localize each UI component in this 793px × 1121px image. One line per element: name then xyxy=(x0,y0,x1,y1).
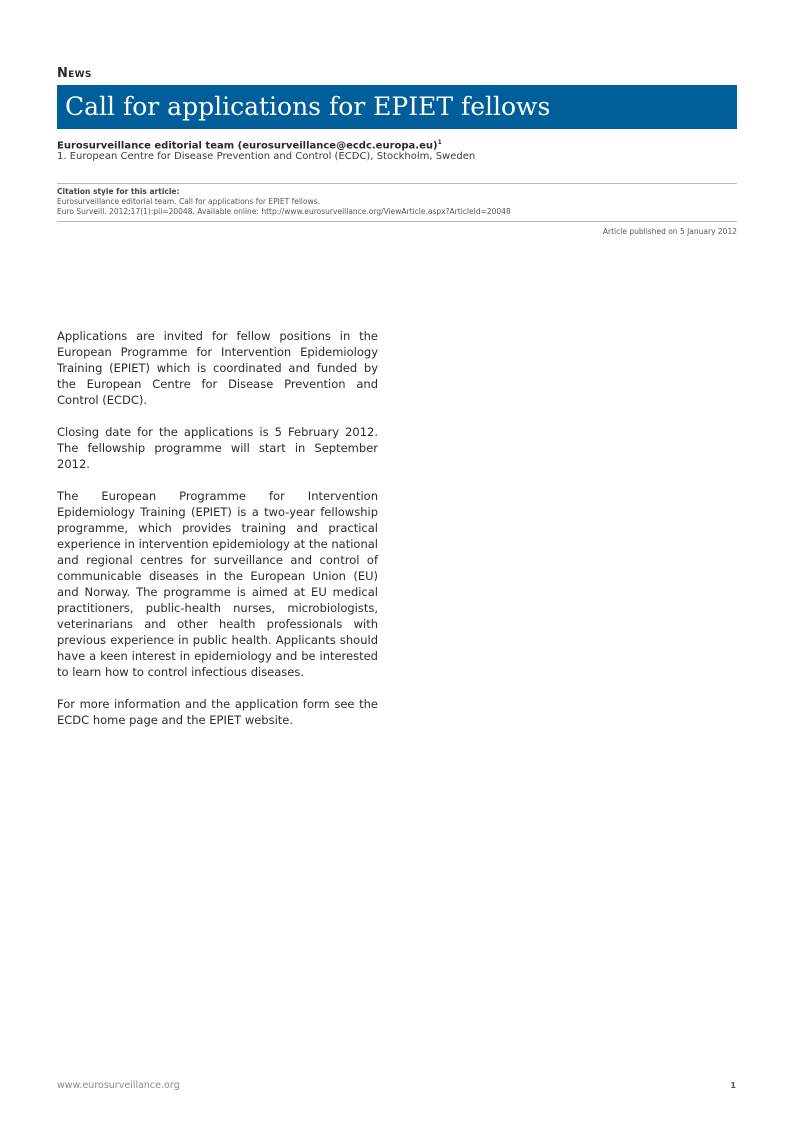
divider-top xyxy=(57,183,737,184)
author-names: Eurosurveillance editorial team (eurosurveillance@ecdc.europa.eu) xyxy=(57,140,438,152)
body-paragraph: The European Programme for Intervention Epidemiology Training (EPIET) is a two-year fellowship programme, which provides training and practical experience in intervention epidemiology at the national and regional centres for surveillance and control of communicable diseases in the European Union (EU) and Norway. The programme is aimed at EU medical practitioners, public-health nurses, microbiologists, veterinarians and other health professionals with previous experience in public health. Applicants should have a keen interest in epidemiology and be interested to learn how to control infectious diseases. xyxy=(57,489,378,679)
divider-bottom xyxy=(57,221,737,222)
article-body xyxy=(57,328,378,744)
affiliation: 1. European Centre for Disease Prevention and Control (ECDC), Stockholm, Sweden xyxy=(57,151,476,162)
section-label: News xyxy=(57,66,92,81)
citation-block xyxy=(57,187,511,217)
body-paragraph: For more information and the application form see the ECDC home page and the EPIET website. xyxy=(57,697,378,727)
title-banner xyxy=(57,85,737,129)
affiliation-marker: 1 xyxy=(437,139,442,146)
citation-line-2[interactable]: Euro Surveill. 2012;17(1):pii=20048. Available online: http://www.eurosurveillance.org/ViewArticle.aspx?ArticleId=20048 xyxy=(57,207,511,216)
footer-website-link[interactable]: www.eurosurveillance.org xyxy=(57,1080,180,1091)
body-paragraph: Applications are invited for fellow positions in the European Programme for Intervention Epidemiology Training (EPIET) which is coordinated and funded by the European Centre for Disease Prevention and Control (ECDC). xyxy=(57,329,378,407)
publication-date: Article published on 5 January 2012 xyxy=(602,227,737,236)
author-line xyxy=(57,139,442,151)
article-title: Call for applications for EPIET fellows xyxy=(65,92,551,121)
citation-line-1: Eurosurveillance editorial team. Call for applications for EPIET fellows. xyxy=(57,197,321,206)
citation-heading: Citation style for this article: xyxy=(57,187,180,196)
body-paragraph: Closing date for the applications is 5 February 2012. The fellowship programme will start in September 2012. xyxy=(57,425,378,471)
page-number: 1 xyxy=(730,1081,736,1090)
